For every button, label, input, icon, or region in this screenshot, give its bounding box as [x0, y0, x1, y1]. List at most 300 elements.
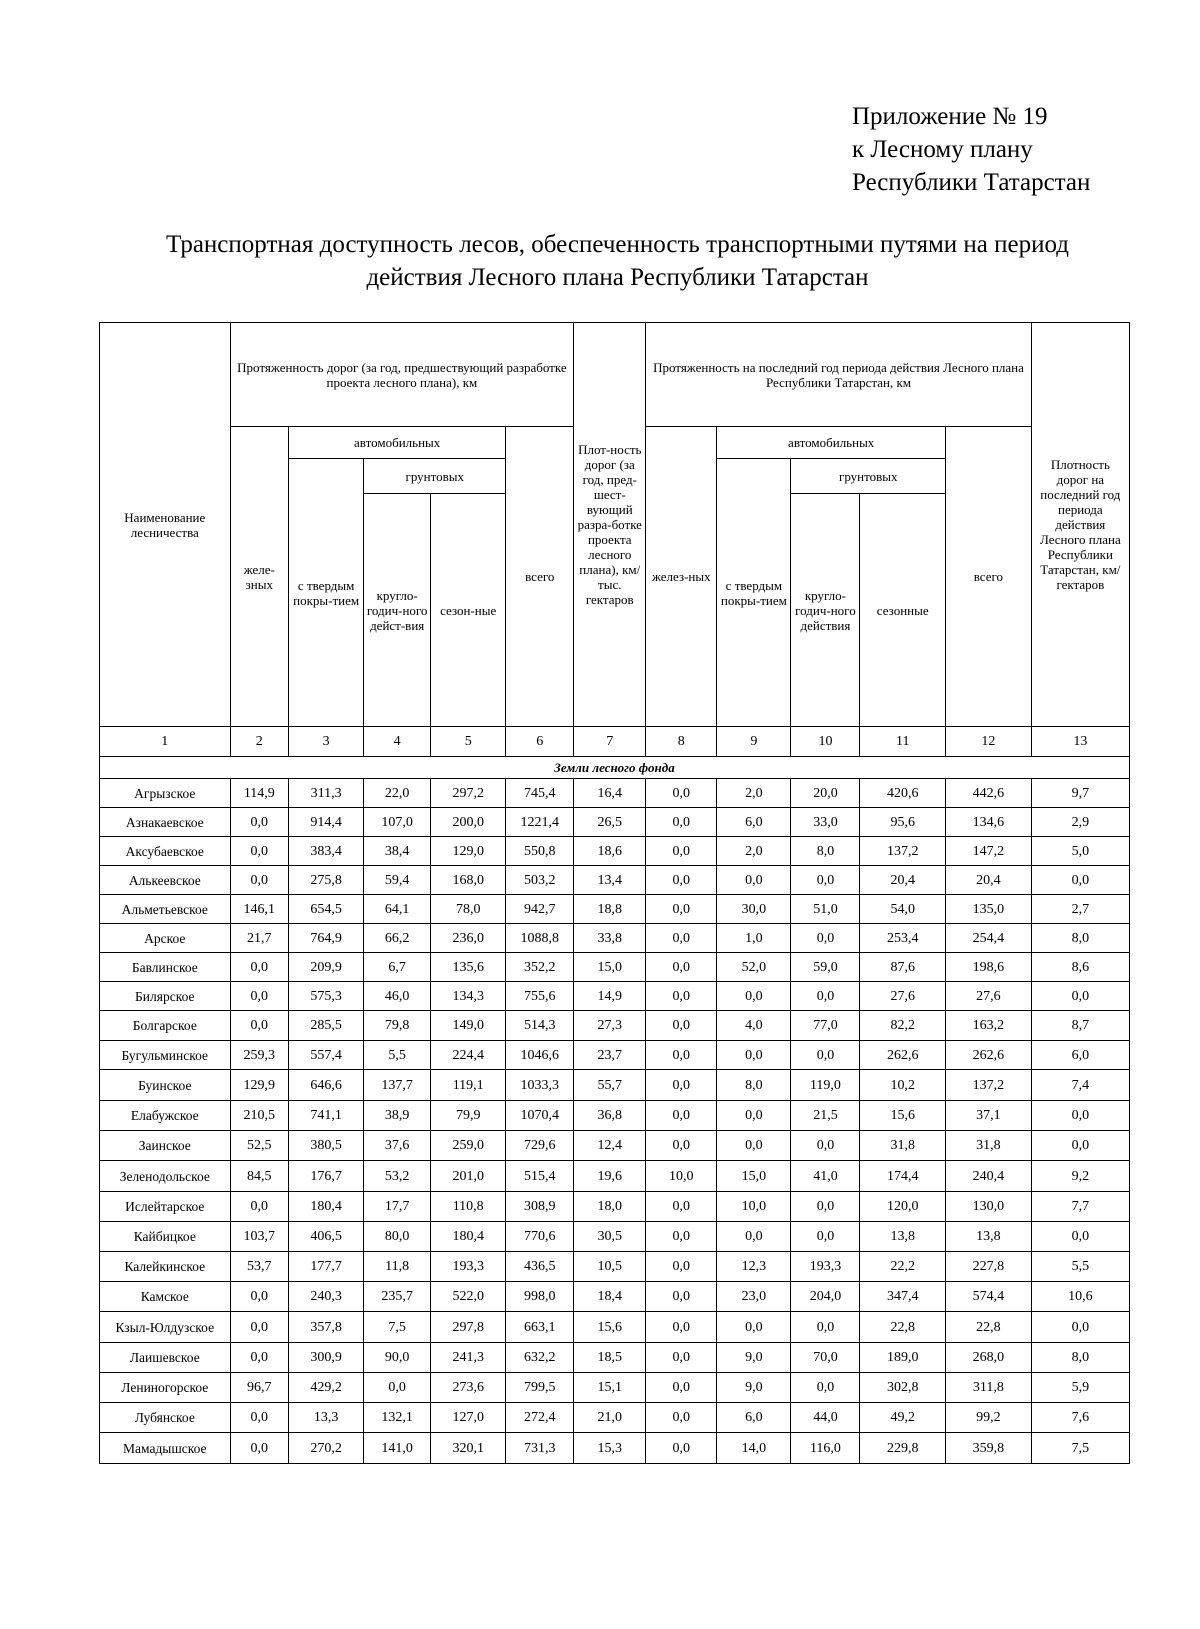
table-cell: 741,1: [289, 1101, 364, 1131]
table-cell: 23,0: [717, 1282, 791, 1312]
table-cell: 55,7: [574, 1070, 646, 1101]
table-cell: 0,0: [230, 866, 288, 895]
table-cell: 383,4: [289, 837, 364, 866]
table-cell: 0,0: [1031, 1101, 1129, 1131]
table-cell: 6,0: [717, 1403, 791, 1433]
forestry-name-cell: Ислейтарское: [100, 1192, 231, 1222]
table-cell: 0,0: [646, 924, 717, 953]
table-cell: 134,3: [431, 982, 506, 1011]
table-cell: 26,5: [574, 808, 646, 837]
appendix-line-3: Республики Татарстан: [852, 169, 1091, 196]
table-cell: 41,0: [791, 1161, 860, 1192]
table-row: [100, 924, 1130, 953]
transport-table: [99, 322, 1130, 1464]
forestry-name-cell: Болгарское: [100, 1011, 231, 1041]
table-cell: 127,0: [431, 1403, 506, 1433]
table-cell: 0,0: [646, 1252, 717, 1282]
forestry-name-cell: Билярское: [100, 982, 231, 1011]
table-body: [100, 727, 1130, 1464]
table-cell: 59,0: [791, 953, 860, 982]
table-cell: 20,0: [791, 779, 860, 808]
table-cell: 5,0: [1031, 837, 1129, 866]
table-row: [100, 1373, 1130, 1403]
table-cell: 275,8: [289, 866, 364, 895]
table-cell: 120,0: [860, 1192, 946, 1222]
table-cell: 227,8: [946, 1252, 1032, 1282]
table-cell: 96,7: [230, 1373, 288, 1403]
header-rail-last: желез-ных: [646, 427, 717, 727]
table-cell: 429,2: [289, 1373, 364, 1403]
table-cell: 30,5: [574, 1222, 646, 1252]
column-number: 11: [860, 727, 946, 757]
table-cell: 163,2: [946, 1011, 1032, 1041]
table-cell: 0,0: [717, 1312, 791, 1343]
table-cell: 0,0: [646, 1070, 717, 1101]
table-cell: 0,0: [717, 1101, 791, 1131]
table-cell: 21,0: [574, 1403, 646, 1433]
table-cell: 21,7: [230, 924, 288, 953]
table-cell: 13,4: [574, 866, 646, 895]
table-cell: 7,5: [1031, 1433, 1129, 1464]
table-cell: 236,0: [431, 924, 506, 953]
table-cell: 10,0: [646, 1161, 717, 1192]
table-cell: 204,0: [791, 1282, 860, 1312]
table-cell: 273,6: [431, 1373, 506, 1403]
table-cell: 52,5: [230, 1131, 288, 1161]
table-cell: 0,0: [717, 1222, 791, 1252]
column-number: 3: [289, 727, 364, 757]
forestry-name-cell: Зеленодольское: [100, 1161, 231, 1192]
table-cell: 259,3: [230, 1041, 288, 1070]
table-cell: 8,0: [717, 1070, 791, 1101]
table-cell: 646,6: [289, 1070, 364, 1101]
table-cell: 22,0: [364, 779, 431, 808]
table-cell: 1221,4: [506, 808, 574, 837]
table-cell: 0,0: [791, 1312, 860, 1343]
table-cell: 18,0: [574, 1192, 646, 1222]
table-cell: 210,5: [230, 1101, 288, 1131]
title-line-1: Транспортная доступность лесов, обеспеченность транспортными путями на период: [166, 231, 1069, 258]
table-cell: 17,7: [364, 1192, 431, 1222]
table-cell: 0,0: [791, 1192, 860, 1222]
table-cell: 0,0: [646, 1403, 717, 1433]
table-cell: 141,0: [364, 1433, 431, 1464]
table-cell: 119,0: [791, 1070, 860, 1101]
table-cell: 23,7: [574, 1041, 646, 1070]
table-cell: 21,5: [791, 1101, 860, 1131]
table-cell: 550,8: [506, 837, 574, 866]
column-number: 2: [230, 727, 288, 757]
table-cell: 0,0: [646, 779, 717, 808]
table-cell: 198,6: [946, 953, 1032, 982]
table-cell: 54,0: [860, 895, 946, 924]
table-cell: 0,0: [1031, 1131, 1129, 1161]
table-cell: 0,0: [646, 1282, 717, 1312]
table-row: [100, 953, 1130, 982]
forestry-name-cell: Камское: [100, 1282, 231, 1312]
table-cell: 110,8: [431, 1192, 506, 1222]
table-cell: 119,1: [431, 1070, 506, 1101]
table-cell: 442,6: [946, 779, 1032, 808]
table-cell: 0,0: [646, 895, 717, 924]
table-cell: 2,0: [717, 779, 791, 808]
table-cell: 6,0: [717, 808, 791, 837]
table-cell: 10,2: [860, 1070, 946, 1101]
table-cell: 15,6: [860, 1101, 946, 1131]
forestry-name-cell: Буинское: [100, 1070, 231, 1101]
table-cell: 0,0: [230, 837, 288, 866]
table-cell: 302,8: [860, 1373, 946, 1403]
table-cell: 38,4: [364, 837, 431, 866]
table-cell: 8,0: [1031, 1343, 1129, 1373]
table-cell: 0,0: [646, 982, 717, 1011]
table-cell: 189,0: [860, 1343, 946, 1373]
table-cell: 1070,4: [506, 1101, 574, 1131]
table-row: [100, 895, 1130, 924]
table-cell: 0,0: [230, 808, 288, 837]
table-cell: 15,0: [574, 953, 646, 982]
column-number: 5: [431, 727, 506, 757]
table-row: [100, 1131, 1130, 1161]
table-cell: 311,8: [946, 1373, 1032, 1403]
table-cell: 272,4: [506, 1403, 574, 1433]
table-cell: 209,9: [289, 953, 364, 982]
table-cell: 9,7: [1031, 779, 1129, 808]
table-cell: 27,6: [860, 982, 946, 1011]
table-cell: 59,4: [364, 866, 431, 895]
table-row: [100, 982, 1130, 1011]
table-cell: 0,0: [646, 1041, 717, 1070]
table-cell: 193,3: [791, 1252, 860, 1282]
table-cell: 82,2: [860, 1011, 946, 1041]
table-cell: 19,6: [574, 1161, 646, 1192]
forestry-name-cell: Альметьевское: [100, 895, 231, 924]
table-cell: 241,3: [431, 1343, 506, 1373]
forestry-name-cell: Арское: [100, 924, 231, 953]
appendix-line-2: к Лесному плану: [852, 136, 1033, 163]
table-cell: 0,0: [646, 1131, 717, 1161]
table-cell: 0,0: [646, 953, 717, 982]
table-cell: 14,9: [574, 982, 646, 1011]
table-cell: 18,4: [574, 1282, 646, 1312]
table-cell: 0,0: [717, 982, 791, 1011]
table-cell: 37,6: [364, 1131, 431, 1161]
table-cell: 129,9: [230, 1070, 288, 1101]
forestry-name-cell: Калейкинское: [100, 1252, 231, 1282]
table-cell: 129,0: [431, 837, 506, 866]
table-cell: 574,4: [946, 1282, 1032, 1312]
table-cell: 0,0: [646, 837, 717, 866]
table-cell: 44,0: [791, 1403, 860, 1433]
table-cell: 270,2: [289, 1433, 364, 1464]
table-cell: 654,5: [289, 895, 364, 924]
document-title: [70, 228, 1165, 294]
table-cell: 380,5: [289, 1131, 364, 1161]
table-cell: 11,8: [364, 1252, 431, 1282]
header-hard-last: с твердым покры-тием: [717, 459, 791, 727]
table-cell: 420,6: [860, 779, 946, 808]
table-cell: 942,7: [506, 895, 574, 924]
table-cell: 0,0: [230, 1403, 288, 1433]
table-cell: 135,0: [946, 895, 1032, 924]
table-row: [100, 1070, 1130, 1101]
table-cell: 297,8: [431, 1312, 506, 1343]
table-cell: 14,0: [717, 1433, 791, 1464]
table-row: [100, 1282, 1130, 1312]
table-cell: 18,6: [574, 837, 646, 866]
table-cell: 522,0: [431, 1282, 506, 1312]
table-row: [100, 1192, 1130, 1222]
forestry-name-cell: Лубянское: [100, 1403, 231, 1433]
header-avto-prev: автомобильных: [289, 427, 506, 459]
header-total-last: всего: [946, 427, 1032, 727]
table-cell: 262,6: [860, 1041, 946, 1070]
header-density-prev: Плот-ность дорог (за год, пред-шест-вующий разра-ботке проекта лесного плана), км/тыс. гектаров: [574, 323, 646, 727]
table-cell: 31,8: [946, 1131, 1032, 1161]
table-cell: 770,6: [506, 1222, 574, 1252]
forestry-name-cell: Кзыл-Юлдузское: [100, 1312, 231, 1343]
table-cell: 1033,3: [506, 1070, 574, 1101]
table-cell: 731,3: [506, 1433, 574, 1464]
table-cell: 79,8: [364, 1011, 431, 1041]
table-cell: 0,0: [791, 866, 860, 895]
table-cell: 149,0: [431, 1011, 506, 1041]
forestry-name-cell: Лаишевское: [100, 1343, 231, 1373]
table-cell: 116,0: [791, 1433, 860, 1464]
table-cell: 0,0: [230, 1343, 288, 1373]
table-cell: 0,0: [646, 1343, 717, 1373]
table-cell: 235,7: [364, 1282, 431, 1312]
table-cell: 78,0: [431, 895, 506, 924]
table-cell: 15,3: [574, 1433, 646, 1464]
table-row: [100, 1011, 1130, 1041]
column-number: 12: [946, 727, 1032, 757]
table-cell: 514,3: [506, 1011, 574, 1041]
table-row: [100, 1252, 1130, 1282]
table-cell: 2,9: [1031, 808, 1129, 837]
table-cell: 0,0: [717, 866, 791, 895]
table-cell: 745,4: [506, 779, 574, 808]
table-cell: 253,4: [860, 924, 946, 953]
table-cell: 22,2: [860, 1252, 946, 1282]
table-cell: 764,9: [289, 924, 364, 953]
table-cell: 0,0: [791, 924, 860, 953]
table-cell: 20,4: [860, 866, 946, 895]
header-year-last: кругло-годич-ного действия: [791, 494, 860, 727]
forestry-name-cell: Бавлинское: [100, 953, 231, 982]
table-row: [100, 1041, 1130, 1070]
table-cell: 503,2: [506, 866, 574, 895]
table-row: [100, 1312, 1130, 1343]
table-cell: 515,4: [506, 1161, 574, 1192]
table-cell: 33,8: [574, 924, 646, 953]
section-row: [100, 757, 1130, 779]
table-cell: 27,6: [946, 982, 1032, 1011]
table-cell: 297,2: [431, 779, 506, 808]
table-cell: 84,5: [230, 1161, 288, 1192]
table-cell: 0,0: [230, 1433, 288, 1464]
table-cell: 177,7: [289, 1252, 364, 1282]
table-cell: 147,2: [946, 837, 1032, 866]
table-cell: 13,3: [289, 1403, 364, 1433]
table-cell: 137,2: [860, 837, 946, 866]
table-cell: 33,0: [791, 808, 860, 837]
table-cell: 132,1: [364, 1403, 431, 1433]
table-cell: 8,7: [1031, 1011, 1129, 1041]
table-cell: 200,0: [431, 808, 506, 837]
table-cell: 8,0: [1031, 924, 1129, 953]
table-cell: 9,0: [717, 1373, 791, 1403]
table-cell: 13,8: [946, 1222, 1032, 1252]
table-cell: 0,0: [230, 982, 288, 1011]
column-number: 9: [717, 727, 791, 757]
table-cell: 6,0: [1031, 1041, 1129, 1070]
table-cell: 0,0: [646, 1373, 717, 1403]
table-cell: 0,0: [717, 1131, 791, 1161]
table-cell: 914,4: [289, 808, 364, 837]
header-hard-prev: с твердым покры-тием: [289, 459, 364, 727]
table-cell: 359,8: [946, 1433, 1032, 1464]
table-cell: 0,0: [791, 1373, 860, 1403]
table-cell: 31,8: [860, 1131, 946, 1161]
table-cell: 998,0: [506, 1282, 574, 1312]
table-cell: 135,6: [431, 953, 506, 982]
table-cell: 15,6: [574, 1312, 646, 1343]
forestry-name-cell: Лениногорское: [100, 1373, 231, 1403]
table-cell: 436,5: [506, 1252, 574, 1282]
table-cell: 22,8: [946, 1312, 1032, 1343]
table-cell: 4,0: [717, 1011, 791, 1041]
table-cell: 0,0: [646, 1433, 717, 1464]
table-cell: 254,4: [946, 924, 1032, 953]
table-cell: 53,7: [230, 1252, 288, 1282]
table-row: [100, 1161, 1130, 1192]
table-cell: 300,9: [289, 1343, 364, 1373]
table-row: [100, 808, 1130, 837]
forestry-name-cell: Бугульминское: [100, 1041, 231, 1070]
table-cell: 0,0: [717, 1041, 791, 1070]
table-cell: 1,0: [717, 924, 791, 953]
table-cell: 12,3: [717, 1252, 791, 1282]
table-cell: 729,6: [506, 1131, 574, 1161]
table-cell: 0,0: [791, 1041, 860, 1070]
table-cell: 30,0: [717, 895, 791, 924]
column-number: 1: [100, 727, 231, 757]
table-cell: 20,4: [946, 866, 1032, 895]
forestry-name-cell: Заинское: [100, 1131, 231, 1161]
appendix-block: [852, 100, 1090, 199]
table-cell: 2,7: [1031, 895, 1129, 924]
table-cell: 0,0: [230, 1011, 288, 1041]
table-cell: 95,6: [860, 808, 946, 837]
table-cell: 79,9: [431, 1101, 506, 1131]
table-cell: 137,7: [364, 1070, 431, 1101]
table-row: [100, 1101, 1130, 1131]
table-row: [100, 866, 1130, 895]
table-cell: 18,8: [574, 895, 646, 924]
table-cell: 176,7: [289, 1161, 364, 1192]
table-cell: 99,2: [946, 1403, 1032, 1433]
forestry-name-cell: Азнакаевское: [100, 808, 231, 837]
table-cell: 114,9: [230, 779, 288, 808]
table-cell: 193,3: [431, 1252, 506, 1282]
table-cell: 557,4: [289, 1041, 364, 1070]
table-cell: 12,4: [574, 1131, 646, 1161]
table-cell: 0,0: [646, 1192, 717, 1222]
table-cell: 36,8: [574, 1101, 646, 1131]
table-cell: 134,6: [946, 808, 1032, 837]
table-cell: 0,0: [646, 1222, 717, 1252]
table-row: [100, 837, 1130, 866]
table-cell: 10,0: [717, 1192, 791, 1222]
table-cell: 1046,6: [506, 1041, 574, 1070]
table-cell: 229,8: [860, 1433, 946, 1464]
table-cell: 268,0: [946, 1343, 1032, 1373]
table-cell: 575,3: [289, 982, 364, 1011]
table-row: [100, 1403, 1130, 1433]
table-cell: 90,0: [364, 1343, 431, 1373]
table-cell: 87,6: [860, 953, 946, 982]
table-cell: 10,5: [574, 1252, 646, 1282]
table-cell: 308,9: [506, 1192, 574, 1222]
table-cell: 15,1: [574, 1373, 646, 1403]
forestry-name-cell: Алькеевское: [100, 866, 231, 895]
header-density-last: Плотность дорог на последний год периода действия Лесного плана Республики Татарстан, км/гектаров: [1031, 323, 1129, 727]
table-cell: 0,0: [646, 1101, 717, 1131]
table-cell: 5,5: [364, 1041, 431, 1070]
table-cell: 663,1: [506, 1312, 574, 1343]
column-number: 8: [646, 727, 717, 757]
table-cell: 180,4: [289, 1192, 364, 1222]
table-cell: 8,0: [791, 837, 860, 866]
table-cell: 174,4: [860, 1161, 946, 1192]
table-cell: 259,0: [431, 1131, 506, 1161]
table-row: [100, 1222, 1130, 1252]
table-cell: 5,5: [1031, 1252, 1129, 1282]
forestry-name-cell: Елабужское: [100, 1101, 231, 1131]
table-cell: 7,7: [1031, 1192, 1129, 1222]
table-cell: 27,3: [574, 1011, 646, 1041]
table-cell: 38,9: [364, 1101, 431, 1131]
table-cell: 180,4: [431, 1222, 506, 1252]
table-cell: 0,0: [230, 1282, 288, 1312]
table-cell: 0,0: [791, 1222, 860, 1252]
table-cell: 6,7: [364, 953, 431, 982]
header-seas-last: сезонные: [860, 494, 946, 727]
table-cell: 5,9: [1031, 1373, 1129, 1403]
table-cell: 80,0: [364, 1222, 431, 1252]
table-cell: 10,6: [1031, 1282, 1129, 1312]
table-cell: 224,4: [431, 1041, 506, 1070]
forestry-name-cell: Кайбицкое: [100, 1222, 231, 1252]
table-cell: 130,0: [946, 1192, 1032, 1222]
table-cell: 22,8: [860, 1312, 946, 1343]
table-cell: 2,0: [717, 837, 791, 866]
header-group-prev: Протяженность дорог (за год, предшествующий разработке проекта лесного плана), км: [230, 323, 574, 427]
table-cell: 137,2: [946, 1070, 1032, 1101]
forestry-name-cell: Агрызское: [100, 779, 231, 808]
appendix-line-1: Приложение № 19: [852, 103, 1048, 130]
header-avto-last: автомобильных: [717, 427, 946, 459]
table-cell: 0,0: [230, 953, 288, 982]
table-row: [100, 1433, 1130, 1464]
table-cell: 8,6: [1031, 953, 1129, 982]
column-number-row: [100, 727, 1130, 757]
title-line-2: действия Лесного плана Республики Татарстан: [366, 264, 869, 291]
table-header: [100, 323, 1130, 727]
header-group-last: Протяженность на последний год периода действия Лесного плана Республики Татарстан, км: [646, 323, 1031, 427]
table-cell: 7,5: [364, 1312, 431, 1343]
